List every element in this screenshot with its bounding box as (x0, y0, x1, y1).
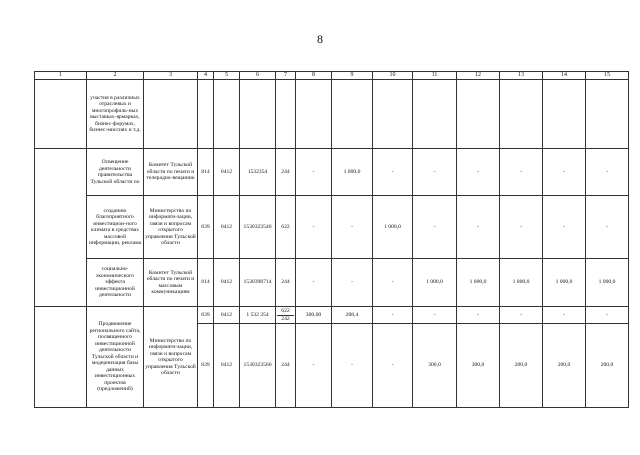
header-cell: 8 (296, 72, 332, 80)
cell-value: - (543, 196, 586, 259)
cell-value: 1 000,0 (373, 196, 413, 259)
cell-value: - (373, 259, 413, 307)
header-row (35, 72, 629, 80)
cell-grbs: 839 (198, 307, 214, 324)
cell-expense-type: 244 (276, 259, 296, 307)
cell-value: 1 000,0 (413, 259, 457, 307)
measure-description: Освещение деятельности правительства Тульской области по (87, 149, 144, 196)
cell-value: - (586, 149, 629, 196)
header-cell: 13 (500, 72, 543, 80)
cell-value: 300,0 (413, 324, 457, 408)
cell-value: - (457, 196, 500, 259)
cell-value: - (296, 259, 332, 307)
cell-target-article: 1530323560 (240, 324, 276, 408)
cell-value: - (332, 196, 373, 259)
cell-value: 208,4 (332, 307, 373, 324)
cell-value: - (457, 149, 500, 196)
cell-section: 0412 (214, 196, 240, 259)
header-cell: 5 (214, 72, 240, 80)
cell-value: - (586, 196, 629, 259)
table-row (35, 196, 629, 259)
executor: Министерство по информати-зации, связи и вопросам открытого управления Тульской области (144, 196, 198, 259)
header-cell: 12 (457, 72, 500, 80)
executor: Министерство по информати-зации, связи и вопросам открытого управления Тульской области (144, 307, 198, 408)
header-cell: 11 (413, 72, 457, 80)
cell-value: 1 000,0 (457, 259, 500, 307)
cell-value: - (373, 324, 413, 408)
cell-value: 200,0 (586, 324, 629, 408)
cell-expense-type: 244 (276, 324, 296, 408)
cell-value: 300,0 (457, 324, 500, 408)
budget-table (34, 71, 629, 408)
header-cell: 14 (543, 72, 586, 80)
measure-description: участия в различных отраслевых и многопрофиль-ных выставках-ярмарках, бизнес-форумах, бизнес-миссиях и т.д. (87, 80, 144, 149)
header-cell: 2 (87, 72, 144, 80)
cell-value: - (296, 149, 332, 196)
cell-expense-type (276, 307, 296, 324)
header-cell: 15 (586, 72, 629, 80)
expense-type-code: 622 (277, 308, 294, 316)
cell-value: 300,00 (296, 307, 332, 324)
header-cell: 4 (198, 72, 214, 80)
table-row (35, 149, 629, 196)
cell-value: - (500, 149, 543, 196)
cell-value: - (500, 196, 543, 259)
cell-value: - (500, 307, 543, 324)
cell-value: - (296, 324, 332, 408)
cell-grbs: 814 (198, 149, 214, 196)
cell-value: - (296, 196, 332, 259)
measure-description: созданию благоприятного инвестицион-ного климата в средствах массовой информации, реклама (87, 196, 144, 259)
header-cell: 1 (35, 72, 87, 80)
cell-section: 0412 (214, 307, 240, 324)
cell-target-article: 1530398714 (240, 259, 276, 307)
header-cell: 9 (332, 72, 373, 80)
table-row (35, 307, 629, 324)
cell-value: 1 000,0 (500, 259, 543, 307)
header-cell: 10 (373, 72, 413, 80)
cell-value: 1 000,0 (586, 259, 629, 307)
cell-value: - (543, 149, 586, 196)
cell-value: - (413, 307, 457, 324)
cell-value: - (586, 307, 629, 324)
cell-value: - (543, 307, 586, 324)
cell-value: - (332, 259, 373, 307)
cell-section: 0412 (214, 324, 240, 408)
cell-value: - (332, 324, 373, 408)
header-cell: 3 (144, 72, 198, 80)
cell-grbs: 839 (198, 196, 214, 259)
cell-value: - (413, 149, 457, 196)
cell-value: 200,0 (500, 324, 543, 408)
cell-value: - (373, 149, 413, 196)
executor: Комитет Тульской области по печати и массовым коммуникациям (144, 259, 198, 307)
cell-target-article: 1 532 354 (240, 307, 276, 324)
table-row (35, 259, 629, 307)
cell-grbs: 839 (198, 324, 214, 408)
cell-value: - (457, 307, 500, 324)
cell-target-article: 1532354 (240, 149, 276, 196)
measure-description: Продвижение регионального сайта, посвященного инвестиционной деятельности Тульской области и модернизация базы данных инвестиционных проектов (предложений) (87, 307, 144, 408)
table-row (35, 80, 629, 149)
expense-type-code: 242 (281, 315, 290, 322)
measure-description: социально-экономического эффекта инвестиционной деятельности (87, 259, 144, 307)
cell-value: 1 000,0 (543, 259, 586, 307)
cell-value: - (373, 307, 413, 324)
page-number: 8 (317, 32, 323, 46)
cell-value: 200,0 (543, 324, 586, 408)
cell-value: - (413, 196, 457, 259)
cell-expense-type: 622 (276, 196, 296, 259)
cell-section: 0412 (214, 259, 240, 307)
cell-target-article: 1530323540 (240, 196, 276, 259)
cell-section: 0412 (214, 149, 240, 196)
header-cell: 7 (276, 72, 296, 80)
header-cell: 6 (240, 72, 276, 80)
cell-grbs: 814 (198, 259, 214, 307)
cell-expense-type: 244 (276, 149, 296, 196)
cell-value: 1 000,0 (332, 149, 373, 196)
executor: Комитет Тульской области по печати и телерадио-вещанию (144, 149, 198, 196)
